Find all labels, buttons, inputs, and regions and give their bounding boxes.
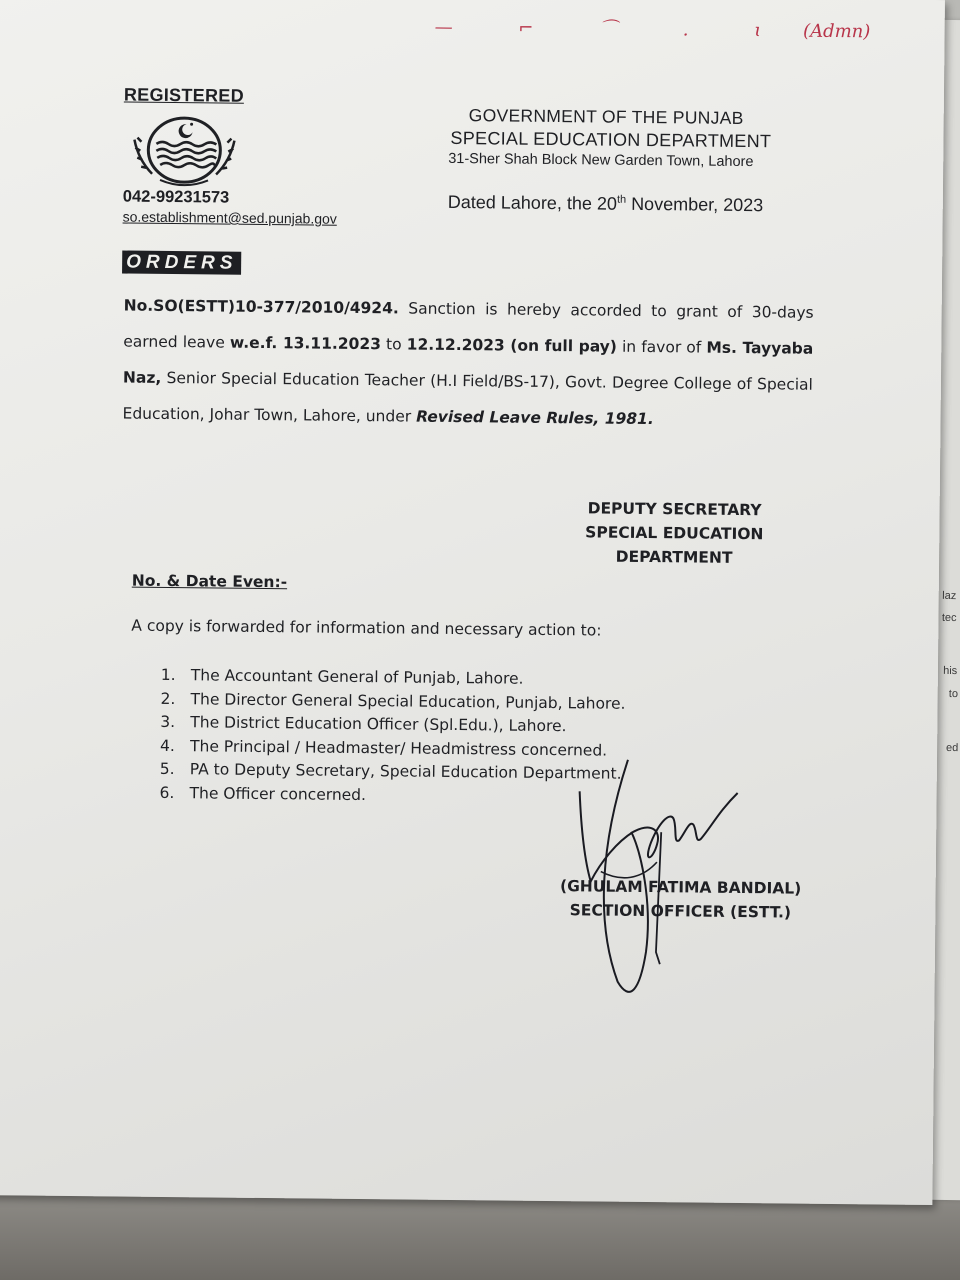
order-paragraph: No.SO(ESTT)10-377/2010/4924. Sanction is hereby accorded to grant of 30-days earned leave w.e.f. 13.11.2023 to 12.12.2023 (on full pay) in favor of Ms. Tayyaba Naz, Senior Special Education Teacher (H.I Field/BS-17), Govt. Degree College of Special Education, Johar Town, Lahore, under Revised Leave Rules, 1981. [122,296,814,429]
phone-number: 042-99231573 [122,187,230,207]
fragment-text: his [943,664,958,678]
handwritten-signature [559,751,782,1003]
fragment-text: tec [941,611,957,625]
registered-label: REGISTERED [123,84,245,106]
orders-heading: ORDERS [122,252,242,275]
fragment-text: ed [945,741,959,755]
email-address: so.establishment@sed.punjab.gov [122,208,337,227]
punjab-government-logo [130,110,239,191]
section-officer-signature-block: (GHULAM FATIMA BANDIAL) SECTION OFFICER (ESTT.) [559,877,802,922]
deputy-secretary-signature-block: DEPUTY SECRETARY SPECIAL EDUCATION DEPARTMENT [585,499,764,567]
handwritten-marks: — ⌐ ⌒ . ɩ (Admn) [434,16,871,43]
fragment-text: laz [942,589,957,603]
list-item: 1. The Accountant General of Punjab, Lahore. [160,665,524,688]
list-item: 5. PA to Deputy Secretary, Special Education Department. [159,759,622,783]
distribution-list [159,664,625,810]
list-item: 3. The District Education Officer (Spl.Edu.), Lahore. [160,712,567,736]
list-item: 2. The Director General Special Education, Punjab, Lahore. [160,689,626,713]
dated-line: Dated Lahore, the 20th November, 2023 [447,191,764,216]
copy-intro: A copy is forwarded for information and necessary action to: [131,616,602,640]
copy-heading: No. & Date Even:- [131,571,288,592]
department-title: SPECIAL EDUCATION DEPARTMENT [450,127,772,152]
handwritten-note: (Admn) [802,20,871,43]
department-address: 31-Sher Shah Block New Garden Town, Lahore [448,150,754,171]
list-item: 6. The Officer concerned. [159,783,367,804]
list-item: 4. The Principal / Headmaster/ Headmistress concerned. [160,736,608,760]
gov-title: GOVERNMENT OF THE PUNJAB [468,105,744,129]
fragment-text: to [948,687,959,701]
